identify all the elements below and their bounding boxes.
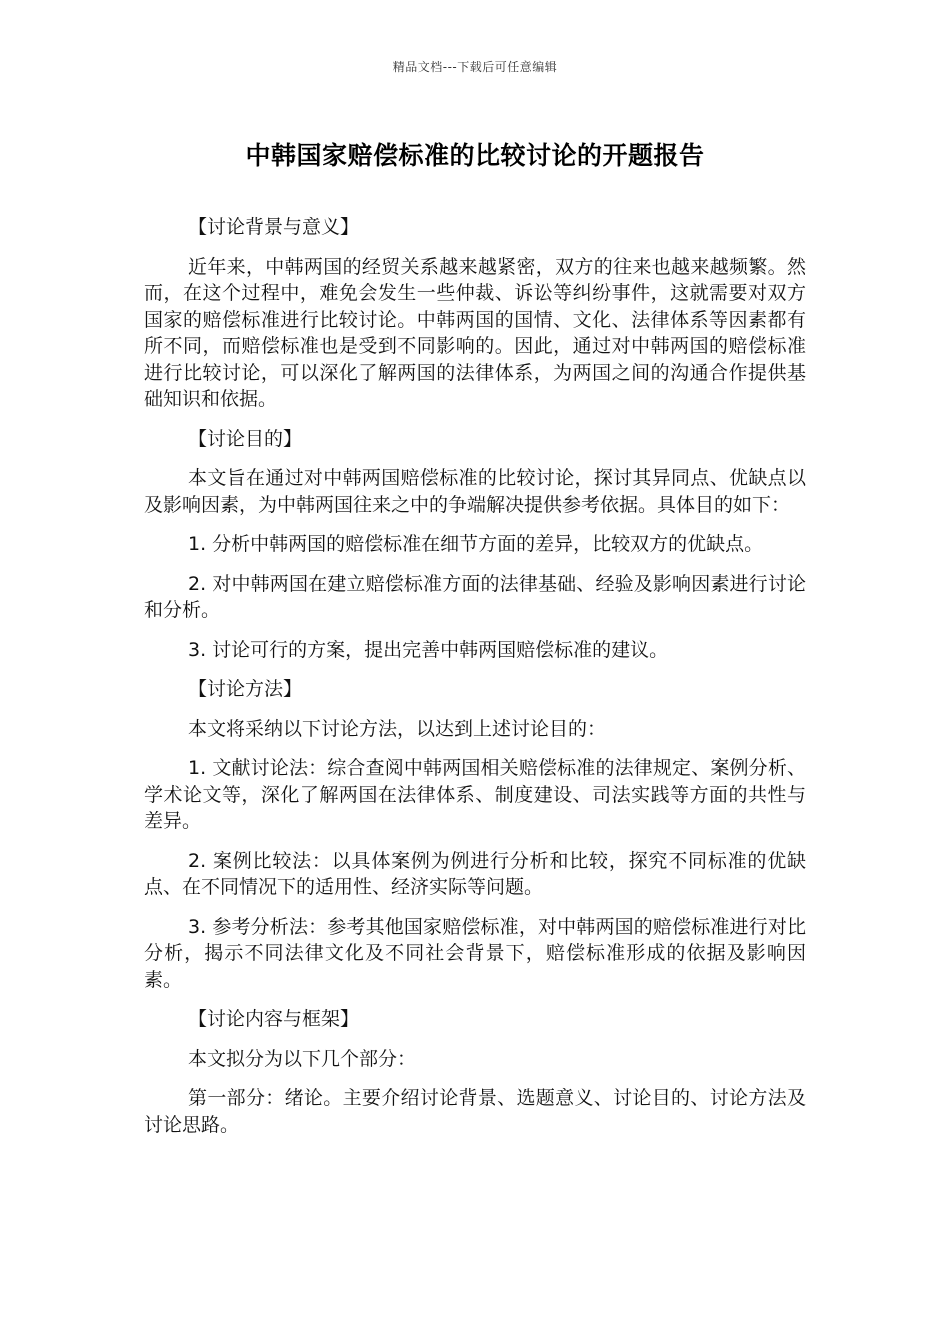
paragraph-method-intro: 本文将采纳以下讨论方法，以达到上述讨论目的： [188, 717, 607, 740]
paragraph-background: 近年来，中韩两国的经贸关系越来越紧密，双方的往来也越来越频繁。然而，在这个过程中，难免会发生一些仲裁、诉讼等纠纷事件，这就需要对双方国家的赔偿标准进行比较讨论。中韩两国的国情、文化、法律体系等因素都有所不同，而赔偿标准也是受到不同影响的。因此，通过对中韩两国的赔偿标准进行比较讨论，可以深化了解两国的法律体系，为两国之间的沟通合作提供基础知识和依据。 [144, 255, 806, 410]
list-item-purpose-1: 1. 分析中韩两国的赔偿标准在细节方面的差异，比较双方的优缺点。 [188, 533, 764, 555]
section-heading-method: 【讨论方法】 [188, 678, 303, 700]
list-item-method-1: 1. 文献讨论法：综合查阅中韩两国相关赔偿标准的法律规定、案例分析、学术论文等，深化了解两国在法律体系、制度建设、司法实践等方面的共性与差异。 [144, 757, 806, 832]
header-note: 精品文档---下载后可任意编辑 [392, 60, 558, 74]
section-heading-purpose: 【讨论目的】 [188, 427, 303, 450]
section-heading-content: 【讨论内容与框架】 [188, 1008, 360, 1030]
document-title: 中韩国家赔偿标准的比较讨论的开题报告 [245, 141, 705, 170]
document-body [144, 214, 806, 1151]
list-item-method-2: 2. 案例比较法：以具体案例为例进行分析和比较，探究不同标准的优缺点、在不同情况下的适用性、经济实际等问题。 [144, 849, 806, 898]
paragraph-content-intro: 本文拟分为以下几个部分： [188, 1047, 417, 1070]
section-heading-background: 【讨论背景与意义】 [188, 216, 360, 238]
list-item-purpose-2: 2. 对中韩两国在建立赔偿标准方面的法律基础、经验及影响因素进行讨论和分析。 [144, 572, 806, 621]
list-item-method-3: 3. 参考分析法：参考其他国家赔偿标准，对中韩两国的赔偿标准进行对比分析，揭示不同法律文化及不同社会背景下，赔偿标准形成的依据及影响因素。 [144, 915, 806, 991]
list-item-purpose-3: 3. 讨论可行的方案，提出完善中韩两国赔偿标准的建议。 [188, 638, 669, 661]
paragraph-part-one: 第一部分：绪论。主要介绍讨论背景、选题意义、讨论目的、讨论方法及讨论思路。 [144, 1087, 806, 1136]
paragraph-purpose: 本文旨在通过对中韩两国赔偿标准的比较讨论，探讨其异同点、优缺点以及影响因素，为中韩两国往来之中的争端解决提供参考依据。具体目的如下： [144, 467, 806, 516]
